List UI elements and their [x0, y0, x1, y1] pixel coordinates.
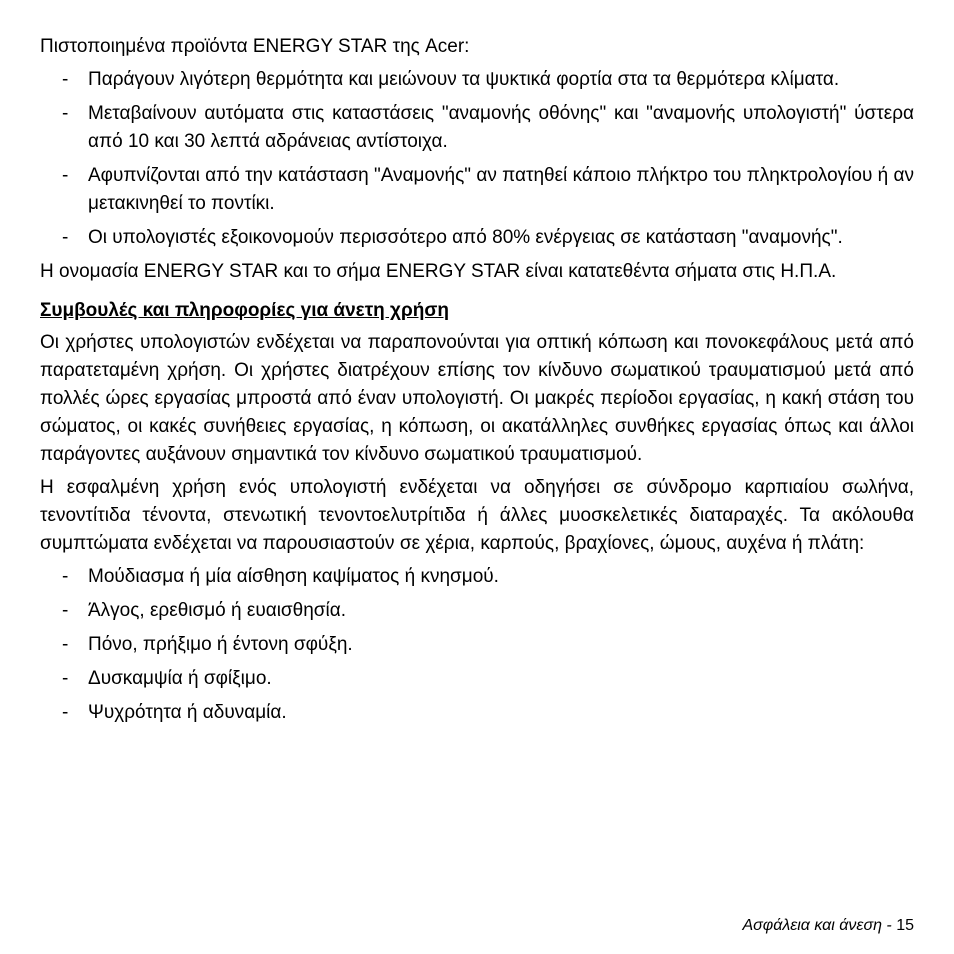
bullet-dash: -: [62, 69, 69, 90]
list-item: [40, 665, 914, 693]
list-item-text: Ψυχρότητα ή αδυναμία.: [88, 702, 287, 723]
document-page: [40, 33, 914, 733]
list-item: [40, 699, 914, 727]
ergonomics-paragraph-2: Η εσφαλμένη χρήση ενός υπολογιστή ενδέχεται να οδηγήσει σε σύνδρομο καρπιαίου σωλήνα, τενοντίτιδα τένοντα, στενωτική τενοντοελυτρίτιδα ή άλλες μυοσκελετικές διαταραχές. Τα ακόλουθα συμπτώματα ενδέχεται να παρουσιαστούν σε χέρια, καρπούς, βραχίονες, ώμους, αυχένα ή πλάτη:: [40, 477, 914, 554]
list-item-text: Δυσκαμψία ή σφίξιμο.: [88, 668, 272, 689]
list-item: [40, 563, 914, 591]
list-item-text: Πόνο, πρήξιμο ή έντονη σφύξη.: [88, 634, 353, 655]
energy-star-intro: Πιστοποιημένα προϊόντα ENERGY STAR της Acer:: [40, 36, 470, 57]
energy-star-list: [40, 66, 914, 252]
bullet-dash: -: [62, 600, 69, 621]
list-item: [40, 224, 914, 252]
list-item-text: Μούδιασμα ή μία αίσθηση καψίματος ή κνησμού.: [88, 566, 499, 587]
list-item-text: Άλγος, ερεθισμό ή ευαισθησία.: [88, 600, 347, 621]
bullet-dash: -: [62, 227, 69, 248]
list-item: [40, 66, 914, 94]
section-heading: Συμβουλές και πληροφορίες για άνετη χρήση: [40, 300, 449, 321]
symptoms-list: [40, 563, 914, 727]
page-number: 15: [896, 917, 914, 934]
list-item: [40, 100, 914, 156]
bullet-dash: -: [62, 702, 69, 723]
list-item-text: Παράγουν λιγότερη θερμότητα και μειώνουν τα ψυκτικά φορτία στα τα θερμότερα κλίματα.: [88, 69, 840, 90]
footer-section-title: Ασφάλεια και άνεση -: [742, 917, 892, 934]
list-item: [40, 597, 914, 625]
page-footer: [742, 914, 914, 938]
bullet-dash: -: [62, 165, 69, 186]
list-item-text: Μεταβαίνουν αυτόματα στις καταστάσεις "αναμονής οθόνης" και "αναμονής υπολογιστή" ύστερα από 10 και 30 λεπτά αδράνειας αντίστοιχα.: [88, 103, 914, 152]
trademark-notice: Η ονομασία ENERGY STAR και το σήμα ENERGY STAR είναι κατατεθέντα σήματα στις Η.Π.Α.: [40, 261, 837, 282]
list-item: [40, 162, 914, 218]
bullet-dash: -: [62, 668, 69, 689]
list-item-text: Οι υπολογιστές εξοικονομούν περισσότερο από 80% ενέργειας σε κατάσταση "αναμονής".: [88, 227, 843, 248]
bullet-dash: -: [62, 103, 69, 124]
bullet-dash: -: [62, 566, 69, 587]
bullet-dash: -: [62, 634, 69, 655]
list-item-text: Αφυπνίζονται από την κατάσταση "Αναμονής" αν πατηθεί κάποιο πλήκτρο του πληκτρολογίου ή αν μετακινηθεί το ποντίκι.: [88, 165, 914, 214]
list-item: [40, 631, 914, 659]
ergonomics-paragraph-1: Οι χρήστες υπολογιστών ενδέχεται να παραπονούνται για οπτική κόπωση και πονοκεφάλους μετά από παρατεταμένη χρήση. Οι χρήστες διατρέχουν επίσης τον κίνδυνο σωματικού τραυματισμού μετά από πολλές ώρες εργασίας μπροστά από έναν υπολογιστή. Οι μακρές περίοδοι εργασίας, η κακή στάση του σώματος, οι κακές συνήθειες εργασίας, η κόπωση, οι ακατάλληλες συνθήκες εργασίας όπως και άλλοι παράγοντες αυξάνουν σημαντικά τον κίνδυνο σωματικού τραυματισμού.: [40, 332, 914, 465]
